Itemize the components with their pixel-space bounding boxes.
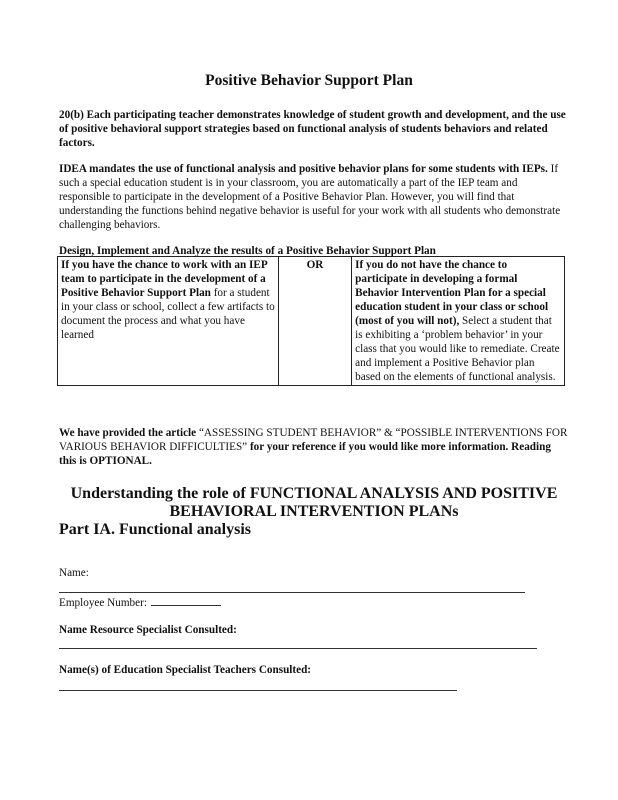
provided-tail: for your reference if you would like more information. Reading this is OPTIONAL. bbox=[59, 441, 551, 467]
option-own-plan-details: Select a student that is exhibiting a ‘problem behavior’ in your class that you would like to remediate. Create and implement a Positive Behavior plan based on the elements of functional analysis. bbox=[355, 315, 560, 383]
idea-details: If such a special education student is in your classroom, you are automatically a part of the IEP team and responsible to participate in the development of a Positive Behavior Plan. However, you will find that understanding the functions behind negative behavior is useful for your work with all students who demonstrate challenging behaviors. bbox=[59, 163, 561, 231]
resource-specialist-line[interactable] bbox=[59, 648, 537, 649]
option-iep-team-details: for a student in your class or school, collect a few artifacts to document the process and what you have learned bbox=[61, 287, 275, 341]
option-separator: OR bbox=[278, 257, 351, 386]
provided-articles: “ASSESSING STUDENT BEHAVIOR” & “POSSIBLE INTERVENTIONS FOR VARIOUS BEHAVIOR DIFFICULTIES” bbox=[59, 427, 568, 453]
plan-options-table bbox=[57, 256, 565, 386]
idea-mandate: IDEA mandates the use of functional analysis and positive behavior plans for some students with IEPs. bbox=[59, 163, 548, 175]
option-own-plan bbox=[352, 257, 565, 386]
employee-number-line[interactable] bbox=[151, 596, 221, 606]
table-row bbox=[58, 257, 565, 386]
employee-number-label: Employee Number: bbox=[59, 597, 147, 609]
idea-paragraph bbox=[59, 162, 569, 232]
section-heading: Understanding the role of FUNCTIONAL ANALYSIS AND POSITIVE BEHAVIORAL INTERVENTION PLANs bbox=[70, 485, 558, 520]
name-line[interactable] bbox=[59, 592, 525, 593]
education-specialists-line[interactable] bbox=[59, 690, 457, 691]
option-own-plan-lead: If you do not have the chance to participate in developing a formal Behavior Intervention Plan for a special education student in your class or school (most of you will not), bbox=[355, 259, 549, 327]
employee-number-field bbox=[59, 596, 221, 609]
table-heading: Design, Implement and Analyze the results of a Positive Behavior Support Plan bbox=[59, 245, 436, 257]
provided-articles-note bbox=[59, 426, 569, 468]
part-heading: Part IA. Functional analysis bbox=[59, 521, 252, 538]
education-specialists-label: Name(s) of Education Specialist Teachers Consulted: bbox=[59, 664, 312, 676]
name-label: Name: bbox=[59, 567, 89, 579]
page-title: Positive Behavior Support Plan bbox=[205, 72, 413, 89]
standard-statement: 20(b) Each participating teacher demonstrates knowledge of student growth and development, and the use of positive behavioral support strategies based on functional analysis of students behaviors and related factors. bbox=[59, 109, 566, 149]
option-iep-team-lead: If you have the chance to work with an IEP team to participate in the development of a Positive Behavior Support Plan bbox=[61, 259, 268, 299]
resource-specialist-label: Name Resource Specialist Consulted: bbox=[59, 624, 237, 636]
provided-lead: We have provided the article bbox=[59, 427, 197, 439]
option-iep-team bbox=[58, 257, 279, 386]
